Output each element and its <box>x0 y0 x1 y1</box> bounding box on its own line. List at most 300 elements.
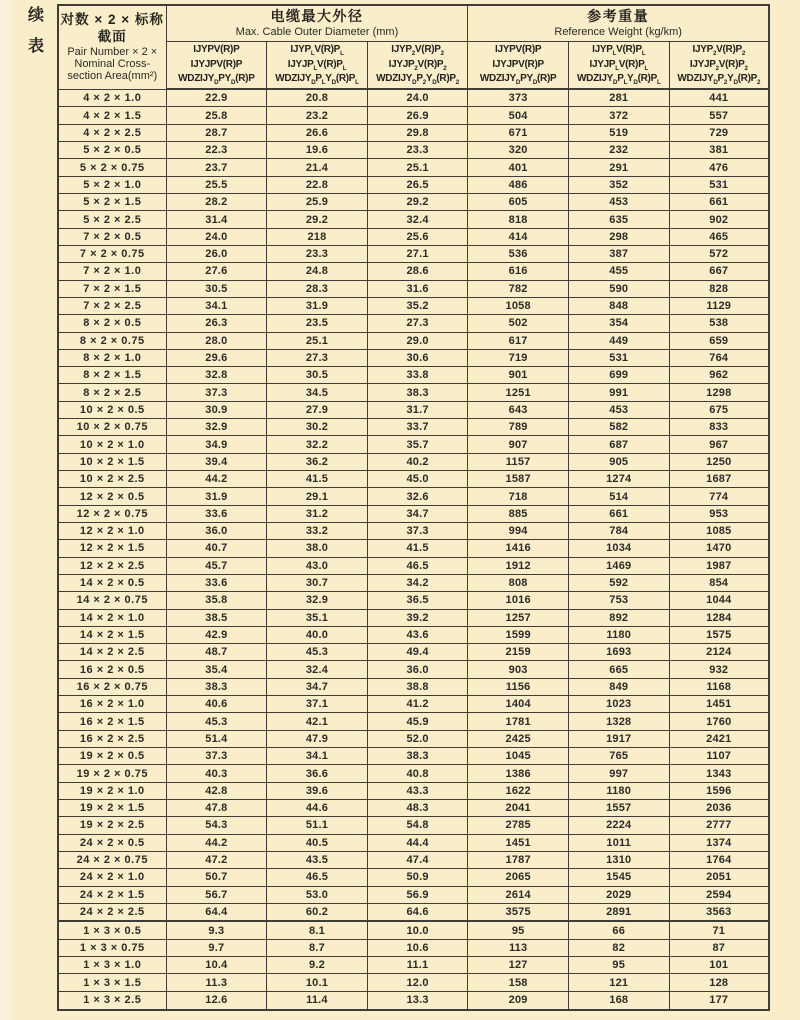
spec-cell: 8 × 2 × 2.5 <box>58 384 166 401</box>
value-cell: 1058 <box>468 297 569 314</box>
value-cell: 8.7 <box>267 939 368 956</box>
spec-cell: 8 × 2 × 1.5 <box>58 367 166 384</box>
spec-cell: 12 × 2 × 0.75 <box>58 505 166 522</box>
value-cell: 453 <box>568 401 669 418</box>
header-weight-group <box>468 5 769 41</box>
value-cell: 48.3 <box>367 799 468 816</box>
value-cell: 40.2 <box>367 453 468 470</box>
value-cell: 28.7 <box>166 124 267 141</box>
value-cell: 1687 <box>669 471 769 488</box>
value-cell: 753 <box>568 592 669 609</box>
value-cell: 158 <box>468 974 569 991</box>
value-cell: 1180 <box>568 782 669 799</box>
table-row <box>58 799 769 816</box>
value-cell: 1787 <box>468 851 569 868</box>
value-cell: 25.1 <box>267 332 368 349</box>
table-row <box>58 886 769 903</box>
value-cell: 1085 <box>669 522 769 539</box>
value-cell: 455 <box>568 263 669 280</box>
value-cell: 30.5 <box>166 280 267 297</box>
header-weight-zh: 参考重量 <box>587 8 650 25</box>
value-cell: 2124 <box>669 644 769 661</box>
table-row <box>58 730 769 747</box>
value-cell: 531 <box>669 176 769 193</box>
value-cell: 2065 <box>468 869 569 886</box>
value-cell: 32.9 <box>267 592 368 609</box>
table-row <box>58 228 769 245</box>
value-cell: 39.4 <box>166 453 267 470</box>
value-cell: 1257 <box>468 609 569 626</box>
table-row <box>58 124 769 141</box>
value-cell: 27.3 <box>267 349 368 366</box>
value-cell: 502 <box>468 315 569 332</box>
spec-cell: 14 × 2 × 0.75 <box>58 592 166 609</box>
cable-type-header-5: $IJYP_LV(R)P_L$ $IJYJP_LV(R)P_L$ $WDZIJY_DP_LY_D(R)P_L$ <box>568 41 669 89</box>
value-cell: 833 <box>669 419 769 436</box>
value-cell: 1470 <box>669 540 769 557</box>
value-cell: 33.8 <box>367 367 468 384</box>
table-row <box>58 332 769 349</box>
table-row <box>58 851 769 868</box>
value-cell: 661 <box>568 505 669 522</box>
value-cell: 35.1 <box>267 609 368 626</box>
spec-cell: 16 × 2 × 0.75 <box>58 678 166 695</box>
value-cell: 2425 <box>468 730 569 747</box>
value-cell: 765 <box>568 748 669 765</box>
spec-cell: 12 × 2 × 0.5 <box>58 488 166 505</box>
value-cell: 616 <box>468 263 569 280</box>
value-cell: 32.2 <box>267 436 368 453</box>
value-cell: 9.3 <box>166 921 267 939</box>
value-cell: 1343 <box>669 765 769 782</box>
value-cell: 381 <box>669 142 769 159</box>
value-cell: 37.1 <box>267 696 368 713</box>
value-cell: 1310 <box>568 851 669 868</box>
value-cell: 25.6 <box>367 228 468 245</box>
value-cell: 675 <box>669 401 769 418</box>
header-weight-en: Reference Weight (kg/km) <box>554 25 682 38</box>
value-cell: 40.7 <box>166 540 267 557</box>
value-cell: 10.6 <box>367 939 468 956</box>
value-cell: 52.0 <box>367 730 468 747</box>
spec-cell: 5 × 2 × 0.5 <box>58 142 166 159</box>
value-cell: 1168 <box>669 678 769 695</box>
value-cell: 19.6 <box>267 142 368 159</box>
spec-cell: 14 × 2 × 1.5 <box>58 626 166 643</box>
value-cell: 11.3 <box>166 974 267 991</box>
continued-char-2: 表 <box>28 38 45 55</box>
value-cell: 34.7 <box>267 678 368 695</box>
value-cell: 33.7 <box>367 419 468 436</box>
spec-cell: 10 × 2 × 0.75 <box>58 419 166 436</box>
value-cell: 3575 <box>468 903 569 921</box>
value-cell: 1023 <box>568 696 669 713</box>
value-cell: 281 <box>568 89 669 107</box>
value-cell: 572 <box>669 245 769 262</box>
value-cell: 36.5 <box>367 592 468 609</box>
value-cell: 1044 <box>669 592 769 609</box>
value-cell: 30.9 <box>166 401 267 418</box>
value-cell: 128 <box>669 974 769 991</box>
header-pair-number-zh-1: 对数 × 2 × 标称 <box>60 11 164 27</box>
value-cell: 34.2 <box>367 574 468 591</box>
value-cell: 1251 <box>468 384 569 401</box>
cable-type-header-1: IJYPV(R)P IJYJPV(R)P $WDZIJY_DPY_D(R)P$ <box>166 41 267 89</box>
header-pair-number <box>58 5 166 89</box>
value-cell: 42.9 <box>166 626 267 643</box>
value-cell: 1545 <box>568 869 669 886</box>
value-cell: 13.3 <box>367 991 468 1010</box>
value-cell: 719 <box>468 349 569 366</box>
value-cell: 36.0 <box>367 661 468 678</box>
table-row <box>58 748 769 765</box>
value-cell: 60.2 <box>267 903 368 921</box>
table-row <box>58 592 769 609</box>
value-cell: 905 <box>568 453 669 470</box>
table-row <box>58 453 769 470</box>
value-cell: 39.6 <box>267 782 368 799</box>
table-row <box>58 89 769 107</box>
value-cell: 9.7 <box>166 939 267 956</box>
value-cell: 2051 <box>669 869 769 886</box>
value-cell: 514 <box>568 488 669 505</box>
value-cell: 1274 <box>568 471 669 488</box>
header-pair-number-en-3: section Area(mm²) <box>67 70 158 83</box>
value-cell: 40.5 <box>267 834 368 851</box>
value-cell: 29.8 <box>367 124 468 141</box>
value-cell: 32.4 <box>367 211 468 228</box>
table-row <box>58 696 769 713</box>
value-cell: 49.4 <box>367 644 468 661</box>
value-cell: 1156 <box>468 678 569 695</box>
table-row <box>58 194 769 211</box>
spec-cell: 19 × 2 × 0.5 <box>58 748 166 765</box>
value-cell: 892 <box>568 609 669 626</box>
value-cell: 31.6 <box>367 280 468 297</box>
value-cell: 449 <box>568 332 669 349</box>
table-row <box>58 142 769 159</box>
value-cell: 298 <box>568 228 669 245</box>
value-cell: 29.2 <box>367 194 468 211</box>
value-cell: 848 <box>568 297 669 314</box>
value-cell: 643 <box>468 401 569 418</box>
table-row <box>58 384 769 401</box>
value-cell: 21.4 <box>267 159 368 176</box>
value-cell: 33.2 <box>267 522 368 539</box>
spec-cell: 16 × 2 × 1.0 <box>58 696 166 713</box>
table-row <box>58 245 769 262</box>
value-cell: 22.9 <box>166 89 267 107</box>
table-row <box>58 817 769 834</box>
value-cell: 177 <box>669 991 769 1010</box>
spec-cell: 7 × 2 × 0.5 <box>58 228 166 245</box>
table-row <box>58 159 769 176</box>
value-cell: 27.1 <box>367 245 468 262</box>
continued-table-label <box>28 8 44 55</box>
value-cell: 47.4 <box>367 851 468 868</box>
value-cell: 101 <box>669 957 769 974</box>
value-cell: 46.5 <box>267 869 368 886</box>
value-cell: 32.4 <box>267 661 368 678</box>
value-cell: 2614 <box>468 886 569 903</box>
value-cell: 37.3 <box>367 522 468 539</box>
value-cell: 774 <box>669 488 769 505</box>
value-cell: 32.8 <box>166 367 267 384</box>
spec-cell: 1 × 3 × 2.5 <box>58 991 166 1010</box>
value-cell: 71 <box>669 921 769 939</box>
value-cell: 352 <box>568 176 669 193</box>
value-cell: 26.6 <box>267 124 368 141</box>
value-cell: 44.4 <box>367 834 468 851</box>
value-cell: 1596 <box>669 782 769 799</box>
value-cell: 387 <box>568 245 669 262</box>
value-cell: 1404 <box>468 696 569 713</box>
spec-cell: 8 × 2 × 0.75 <box>58 332 166 349</box>
value-cell: 34.7 <box>367 505 468 522</box>
value-cell: 818 <box>468 211 569 228</box>
value-cell: 127 <box>468 957 569 974</box>
value-cell: 8.1 <box>267 921 368 939</box>
spec-cell: 19 × 2 × 1.5 <box>58 799 166 816</box>
value-cell: 2777 <box>669 817 769 834</box>
value-cell: 1045 <box>468 748 569 765</box>
value-cell: 34.5 <box>267 384 368 401</box>
spec-cell: 1 × 3 × 0.75 <box>58 939 166 956</box>
value-cell: 1180 <box>568 626 669 643</box>
value-cell: 26.5 <box>367 176 468 193</box>
spec-cell: 7 × 2 × 2.5 <box>58 297 166 314</box>
table-row <box>58 574 769 591</box>
value-cell: 659 <box>669 332 769 349</box>
value-cell: 2594 <box>669 886 769 903</box>
value-cell: 20.8 <box>267 89 368 107</box>
value-cell: 30.5 <box>267 367 368 384</box>
table-row <box>58 939 769 956</box>
value-cell: 536 <box>468 245 569 262</box>
value-cell: 10.4 <box>166 957 267 974</box>
value-cell: 47.9 <box>267 730 368 747</box>
value-cell: 46.5 <box>367 557 468 574</box>
value-cell: 671 <box>468 124 569 141</box>
value-cell: 854 <box>669 574 769 591</box>
value-cell: 95 <box>568 957 669 974</box>
value-cell: 414 <box>468 228 569 245</box>
table-row <box>58 626 769 643</box>
value-cell: 590 <box>568 280 669 297</box>
value-cell: 1107 <box>669 748 769 765</box>
spec-cell: 8 × 2 × 0.5 <box>58 315 166 332</box>
header-diameter-zh: 电缆最大外径 <box>270 8 364 25</box>
value-cell: 1129 <box>669 297 769 314</box>
spec-cell: 24 × 2 × 2.5 <box>58 903 166 921</box>
value-cell: 40.0 <box>267 626 368 643</box>
table-row <box>58 488 769 505</box>
value-cell: 1575 <box>669 626 769 643</box>
spec-cell: 16 × 2 × 2.5 <box>58 730 166 747</box>
spec-cell: 19 × 2 × 2.5 <box>58 817 166 834</box>
value-cell: 32.6 <box>367 488 468 505</box>
value-cell: 1599 <box>468 626 569 643</box>
value-cell: 30.2 <box>267 419 368 436</box>
value-cell: 320 <box>468 142 569 159</box>
value-cell: 43.3 <box>367 782 468 799</box>
value-cell: 997 <box>568 765 669 782</box>
value-cell: 30.7 <box>267 574 368 591</box>
value-cell: 1587 <box>468 471 569 488</box>
value-cell: 22.3 <box>166 142 267 159</box>
value-cell: 557 <box>669 107 769 124</box>
spec-cell: 10 × 2 × 1.0 <box>58 436 166 453</box>
table-row <box>58 367 769 384</box>
continued-char-1: 续 <box>28 7 45 24</box>
value-cell: 32.9 <box>166 419 267 436</box>
value-cell: 1917 <box>568 730 669 747</box>
value-cell: 56.7 <box>166 886 267 903</box>
value-cell: 25.1 <box>367 159 468 176</box>
value-cell: 764 <box>669 349 769 366</box>
value-cell: 64.6 <box>367 903 468 921</box>
value-cell: 1250 <box>669 453 769 470</box>
value-cell: 11.1 <box>367 957 468 974</box>
value-cell: 373 <box>468 89 569 107</box>
value-cell: 2891 <box>568 903 669 921</box>
value-cell: 34.1 <box>166 297 267 314</box>
spec-cell: 1 × 3 × 0.5 <box>58 921 166 939</box>
value-cell: 465 <box>669 228 769 245</box>
value-cell: 903 <box>468 661 569 678</box>
value-cell: 43.5 <box>267 851 368 868</box>
spec-cell: 7 × 2 × 1.5 <box>58 280 166 297</box>
value-cell: 1386 <box>468 765 569 782</box>
value-cell: 35.8 <box>166 592 267 609</box>
value-cell: 504 <box>468 107 569 124</box>
spec-cell: 24 × 2 × 1.5 <box>58 886 166 903</box>
value-cell: 232 <box>568 142 669 159</box>
value-cell: 582 <box>568 419 669 436</box>
table-row <box>58 419 769 436</box>
value-cell: 22.8 <box>267 176 368 193</box>
value-cell: 531 <box>568 349 669 366</box>
value-cell: 3563 <box>669 903 769 921</box>
value-cell: 28.6 <box>367 263 468 280</box>
value-cell: 354 <box>568 315 669 332</box>
value-cell: 592 <box>568 574 669 591</box>
table-row <box>58 297 769 314</box>
value-cell: 45.0 <box>367 471 468 488</box>
value-cell: 45.3 <box>166 713 267 730</box>
value-cell: 23.7 <box>166 159 267 176</box>
value-cell: 2041 <box>468 799 569 816</box>
table-row <box>58 869 769 886</box>
value-cell: 35.4 <box>166 661 267 678</box>
value-cell: 53.0 <box>267 886 368 903</box>
table-row <box>58 315 769 332</box>
spec-cell: 24 × 2 × 0.75 <box>58 851 166 868</box>
spec-cell: 16 × 2 × 1.5 <box>58 713 166 730</box>
table-row <box>58 957 769 974</box>
table-row <box>58 609 769 626</box>
spec-cell: 5 × 2 × 1.0 <box>58 176 166 193</box>
value-cell: 26.9 <box>367 107 468 124</box>
value-cell: 1693 <box>568 644 669 661</box>
value-cell: 34.1 <box>267 748 368 765</box>
value-cell: 2036 <box>669 799 769 816</box>
value-cell: 38.3 <box>166 678 267 695</box>
value-cell: 41.5 <box>267 471 368 488</box>
value-cell: 36.0 <box>166 522 267 539</box>
value-cell: 38.5 <box>166 609 267 626</box>
value-cell: 48.7 <box>166 644 267 661</box>
spec-cell: 19 × 2 × 0.75 <box>58 765 166 782</box>
table-row <box>58 107 769 124</box>
value-cell: 31.7 <box>367 401 468 418</box>
value-cell: 35.2 <box>367 297 468 314</box>
value-cell: 476 <box>669 159 769 176</box>
value-cell: 9.2 <box>267 957 368 974</box>
value-cell: 36.6 <box>267 765 368 782</box>
table-row <box>58 765 769 782</box>
spec-cell: 10 × 2 × 2.5 <box>58 471 166 488</box>
cable-spec-table <box>57 4 770 1011</box>
value-cell: 1622 <box>468 782 569 799</box>
header-diameter-group <box>166 5 468 41</box>
table-row <box>58 557 769 574</box>
value-cell: 372 <box>568 107 669 124</box>
table-row <box>58 921 769 939</box>
value-cell: 24.0 <box>166 228 267 245</box>
value-cell: 617 <box>468 332 569 349</box>
value-cell: 66 <box>568 921 669 939</box>
table-row <box>58 782 769 799</box>
value-cell: 1374 <box>669 834 769 851</box>
value-cell: 10.1 <box>267 974 368 991</box>
value-cell: 42.8 <box>166 782 267 799</box>
value-cell: 31.2 <box>267 505 368 522</box>
value-cell: 1298 <box>669 384 769 401</box>
table-row <box>58 349 769 366</box>
value-cell: 1451 <box>468 834 569 851</box>
value-cell: 1760 <box>669 713 769 730</box>
value-cell: 24.8 <box>267 263 368 280</box>
table-row <box>58 974 769 991</box>
spec-cell: 12 × 2 × 1.5 <box>58 540 166 557</box>
value-cell: 635 <box>568 211 669 228</box>
cable-type-header-6: $IJYP_2V(R)P_2$ $IJYJP_2V(R)P_2$ $WDZIJY_DP_2Y_D(R)P_2$ <box>669 41 769 89</box>
cable-type-header-4: IJYPV(R)P IJYJPV(R)P $WDZIJY_DPY_D(R)P$ <box>468 41 569 89</box>
value-cell: 1987 <box>669 557 769 574</box>
value-cell: 50.9 <box>367 869 468 886</box>
value-cell: 26.3 <box>166 315 267 332</box>
value-cell: 113 <box>468 939 569 956</box>
value-cell: 2785 <box>468 817 569 834</box>
table-row <box>58 280 769 297</box>
value-cell: 40.6 <box>166 696 267 713</box>
table-row <box>58 991 769 1010</box>
value-cell: 967 <box>669 436 769 453</box>
value-cell: 885 <box>468 505 569 522</box>
value-cell: 56.9 <box>367 886 468 903</box>
value-cell: 31.9 <box>267 297 368 314</box>
value-cell: 44.2 <box>166 471 267 488</box>
spec-cell: 19 × 2 × 1.0 <box>58 782 166 799</box>
table-row <box>58 522 769 539</box>
value-cell: 2159 <box>468 644 569 661</box>
value-cell: 441 <box>669 89 769 107</box>
value-cell: 30.6 <box>367 349 468 366</box>
table-row <box>58 834 769 851</box>
value-cell: 41.5 <box>367 540 468 557</box>
value-cell: 901 <box>468 367 569 384</box>
